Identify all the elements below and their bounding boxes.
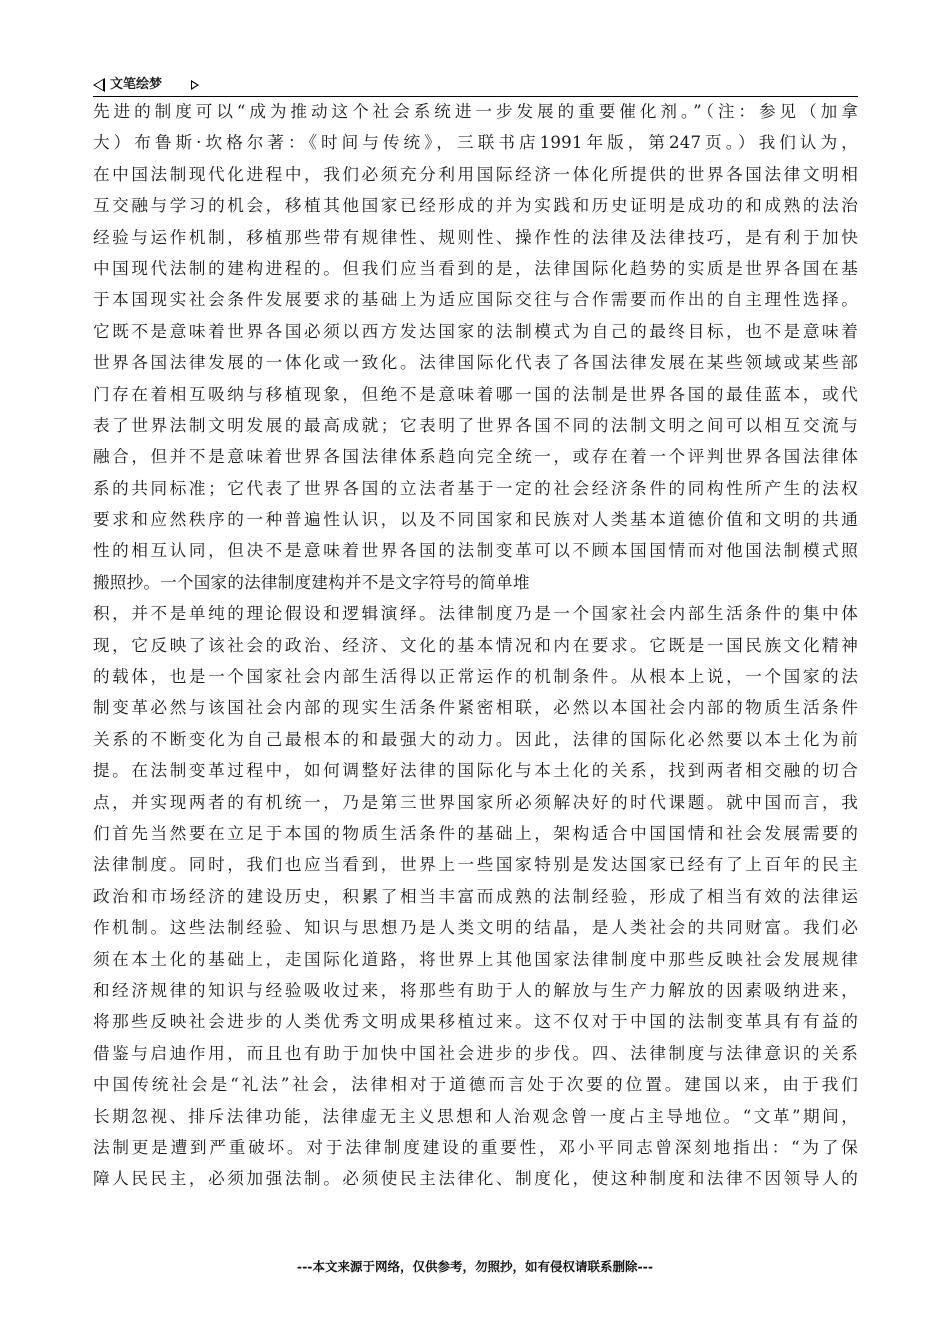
text-line: 制变革必然与该国社会内部的现实生活条件紧密相联，必然以本国社会内部的物质生活条件 (93, 698, 858, 718)
text-line: 互交融与学习的机会，移植其他国家已经形成的并为实践和历史证明是成功的和成熟的法治 (93, 196, 858, 216)
header-brand: 文笔绘梦 (110, 77, 163, 92)
text-line: 门存在着相互吸纳与移植现象，但绝不是意味着哪一国的法制是世界各国的最佳蓝本，或代 (93, 384, 858, 404)
text-line: 们首先当然要在立足于本国的物质生活条件的基础上，架构适合中国国情和社会发展需要的 (93, 823, 858, 843)
text-line: 点，并实现两者的有机统一，乃是第三世界国家所必须解决好的时代课题。就中国而言，我 (93, 792, 858, 812)
text-line: 表了世界法制文明发展的最高成就；它表明了世界各国不同的法制文明之间可以相互交流与 (93, 415, 858, 435)
text-line: 先进的制度可以“成为推动这个社会系统进一步发展的重要催化剂。”（注：参见（加拿 (93, 102, 858, 121)
text-line: 世界各国法律发展的一体化或一致化。法律国际化代表了各国法律发展在某些领域或某些部 (93, 353, 858, 373)
text-line: 政治和市场经济的建设历史，积累了相当丰富而成熟的法制经验，形成了相当有效的法律运 (93, 886, 858, 906)
text-line: 搬照抄。一个国家的法律制度建构并不是文字符号的简单堆 (93, 572, 530, 592)
triangle-left-icon (93, 78, 105, 92)
document-body (93, 96, 858, 1195)
text-line: 和经济规律的知识与经验吸收过来，将那些有助于人的解放与生产力解放的因素吸纳进来， (93, 980, 858, 1000)
text-line: 中国传统社会是“礼法”社会，法律相对于道德而言处于次要的位置。建国以来，由于我们 (93, 1075, 858, 1095)
text-line: 借鉴与启迪作用，而且也有助于加快中国社会进步的步伐。四、法律制度与法律意识的关系 (93, 1043, 858, 1063)
text-line: 将那些反映社会进步的人类优秀文明成果移植过来。这不仅对于中国的法制变革具有有益的 (93, 1012, 858, 1032)
text-line: 于本国现实社会条件发展要求的基础上为适应国际交往与合作需要而作出的自主理性选择。 (93, 290, 858, 310)
text-line: 性的相互认同，但决不是意味着世界各国的法制变革可以不顾本国国情而对他国法制模式照 (93, 541, 858, 561)
text-line: 关系的不断变化为自己最根本的和最强大的动力。因此，法律的国际化必然要以本土化为前 (93, 729, 858, 749)
text-line: 长期忽视、排斥法律功能，法律虚无主义思想和人治观念曾一度占主导地位。“文革”期间， (93, 1106, 858, 1126)
text-line: 中国现代法制的建构进程的。但我们应当看到的是，法律国际化趋势的实质是世界各国在基 (93, 258, 858, 278)
text-line: 经验与运作机制，移植那些带有规律性、规则性、操作性的法律及法律技巧，是有利于加快 (93, 227, 858, 247)
text-line: 提。在法制变革过程中，如何调整好法律的国际化与本土化的关系，找到两者相交融的切合 (93, 761, 858, 781)
text-line: 积，并不是单纯的理论假设和逻辑演绎。法律制度乃是一个国家社会内部生活条件的集中体 (93, 604, 858, 624)
text-line: 现，它反映了该社会的政治、经济、文化的基本情况和内在要求。它既是一国民族文化精神 (93, 635, 858, 655)
text-line: 它既不是意味着世界各国必须以西方发达国家的法制模式为自己的最终目标，也不是意味着 (93, 321, 858, 341)
page-header (93, 76, 858, 97)
text-line: 大）布鲁斯·坎格尔著：《时间与传统》，三联书店1991年版，第247页。）我们认为， (93, 133, 858, 153)
text-line: 法律制度。同时，我们也应当看到，世界上一些国家特别是发达国家已经有了上百年的民主 (93, 855, 858, 875)
text-line: 的载体，也是一个国家社会内部生活得以正常运作的机制条件。从根本上说，一个国家的法 (93, 667, 858, 687)
text-line: 融合，但并不是意味着世界各国法律体系趋向完全统一，或存在着一个评判世界各国法律体 (93, 447, 858, 467)
text-line: 障人民民主，必须加强法制。必须使民主法律化、制度化，使这种制度和法律不因领导人的 (93, 1169, 858, 1189)
text-line: 在中国法制现代化进程中，我们必须充分利用国际经济一体化所提供的世界各国法律文明相 (93, 164, 858, 184)
text-line: 要求和应然秩序的一种普遍性认识，以及不同国家和民族对人类基本道德价值和文明的共通 (93, 510, 858, 530)
triangle-right-icon (191, 80, 199, 90)
text-line: 法制更是遭到严重破坏。对于法律制度建设的重要性，邓小平同志曾深刻地指出：“为了保 (93, 1137, 858, 1157)
text-line: 须在本土化的基础上，走国际化道路，将世界上其他国家法律制度中那些反映社会发展规律 (93, 949, 858, 969)
text-line: 系的共同标准；它代表了世界各国的立法者基于一定的社会经济条件的同构性所产生的法权 (93, 478, 858, 498)
text-line: 作机制。这些法制经验、知识与思想乃是人类文明的结晶，是人类社会的共同财富。我们必 (93, 918, 858, 938)
footer-notice: ---本文来源于网络，仅供参考，勿照抄，如有侵权请联系删除--- (296, 1259, 654, 1274)
